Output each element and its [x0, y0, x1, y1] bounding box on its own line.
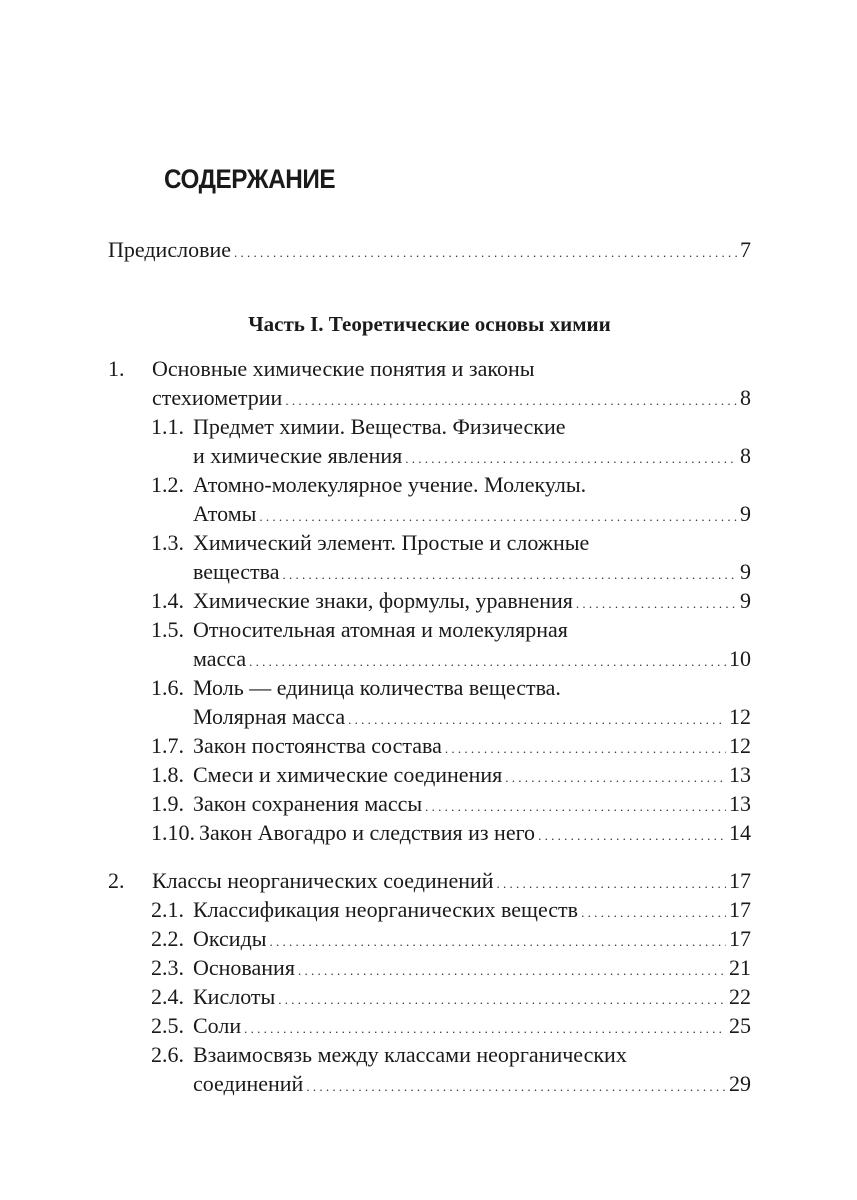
toc-entry-section-1-2[interactable] [151, 470, 751, 528]
entry-label-cont: масса [193, 646, 247, 671]
page-number: 8 [740, 443, 751, 468]
dot-leader [244, 1014, 726, 1043]
page-number: 9 [740, 501, 751, 526]
toc-entry-section-1-8[interactable] [151, 760, 751, 789]
toc-entry-section-1-5[interactable] [151, 615, 751, 673]
dot-leader [581, 898, 726, 927]
entry-label-cont: и химические явления [193, 443, 403, 468]
page-number: 13 [729, 762, 751, 787]
entry-label: Закон сохранения массы [193, 791, 423, 816]
section-number: 1.9. [151, 791, 184, 816]
entry-label-cont: Атомы [193, 501, 257, 526]
page-number: 17 [729, 926, 751, 951]
toc-entry-preface[interactable] [108, 235, 751, 264]
page-number: 17 [729, 897, 751, 922]
dot-leader [445, 734, 726, 763]
section-number: 2.5. [151, 1013, 184, 1038]
entry-label: Соли [193, 1013, 242, 1038]
entry-label: Классификация неорганических веществ [193, 897, 579, 922]
dot-leader [298, 956, 726, 985]
toc-entry-section-2-5[interactable] [151, 1011, 751, 1040]
part-heading: Часть I. Теоретические основы химии [248, 312, 611, 336]
section-number: 1.4. [151, 588, 184, 613]
dot-leader [425, 792, 726, 821]
entry-label: Оксиды [193, 926, 267, 951]
chapter-number: 2. [108, 868, 125, 893]
page-number: 25 [729, 1013, 751, 1038]
entry-label: Предмет химии. Вещества. Физические [193, 414, 566, 439]
toc-entry-section-1-4[interactable] [151, 586, 751, 615]
toc-title: СОДЕРЖАНИЕ [164, 164, 336, 194]
dot-leader [576, 589, 737, 618]
entry-label-cont: стехиометрии [152, 385, 283, 410]
page-number: 12 [729, 733, 751, 758]
section-number: 1.10. [151, 820, 195, 845]
entry-label: Атомно-молекулярное учение. Молекулы. [193, 472, 587, 497]
entry-label: Кислоты [193, 984, 276, 1009]
entry-label-cont: Молярная масса [193, 704, 346, 729]
section-number: 1.8. [151, 762, 184, 787]
page-number: 12 [729, 704, 751, 729]
dot-leader [538, 821, 726, 850]
entry-label: Взаимосвязь между классами неорганических [193, 1042, 627, 1067]
page-number: 17 [729, 868, 751, 893]
section-number: 1.3. [151, 530, 184, 555]
page-number: 14 [729, 820, 751, 845]
dot-leader [278, 985, 726, 1014]
toc-entry-section-1-3[interactable] [151, 528, 751, 586]
entry-label: Относительная атомная и молекулярная [193, 617, 568, 642]
dot-leader [283, 560, 737, 589]
entry-label: Смеси и химические соединения [193, 762, 503, 787]
entry-label: Классы неорганических соединений [152, 868, 494, 893]
entry-label: Основные химические понятия и законы [152, 356, 535, 381]
page-number: 9 [740, 559, 751, 584]
entry-label: Предисловие [108, 237, 231, 262]
dot-leader [285, 386, 737, 415]
page-number: 13 [729, 791, 751, 816]
toc-entry-section-2-3[interactable] [151, 953, 751, 982]
toc-entry-section-2-2[interactable] [151, 924, 751, 953]
dot-leader [234, 238, 737, 267]
section-number: 1.1. [151, 414, 184, 439]
dot-leader [259, 502, 737, 531]
page-number: 7 [740, 237, 751, 262]
entry-label: Химические знаки, формулы, уравнения [193, 588, 573, 613]
toc-entry-section-2-1[interactable] [151, 895, 751, 924]
chapter-number: 1. [108, 356, 125, 381]
dot-leader [306, 1072, 726, 1101]
page-number: 22 [729, 984, 751, 1009]
toc-entry-section-2-4[interactable] [151, 982, 751, 1011]
dot-leader [505, 763, 726, 792]
toc-entry-chapter-2[interactable] [108, 866, 751, 895]
entry-label: Основания [193, 955, 295, 980]
toc-entry-section-1-6[interactable] [151, 673, 751, 731]
entry-label-cont: соединений [193, 1071, 304, 1096]
toc-entry-section-1-10[interactable] [151, 818, 751, 847]
section-number: 2.1. [151, 897, 184, 922]
page-number: 29 [729, 1071, 751, 1096]
section-number: 2.4. [151, 984, 184, 1009]
entry-label: Химический элемент. Простые и сложные [193, 530, 590, 555]
page-number: 9 [740, 588, 751, 613]
page-number: 8 [740, 385, 751, 410]
dot-leader [405, 444, 737, 473]
entry-label: Моль — единица количества вещества. [193, 675, 561, 700]
section-number: 2.3. [151, 955, 184, 980]
section-number: 2.2. [151, 926, 184, 951]
entry-label-cont: вещества [193, 559, 280, 584]
section-number: 1.2. [151, 472, 184, 497]
dot-leader [249, 647, 726, 676]
page-number: 21 [729, 955, 751, 980]
section-number: 1.7. [151, 733, 184, 758]
entry-label: Закон Авогадро и следствия из него [199, 820, 536, 845]
page-number: 10 [729, 646, 751, 671]
dot-leader [497, 869, 726, 898]
toc-entry-chapter-1[interactable] [108, 354, 751, 412]
toc-entry-section-1-1[interactable] [151, 412, 751, 470]
toc-entry-section-2-6[interactable] [151, 1040, 751, 1098]
entry-label: Закон постоянства состава [193, 733, 442, 758]
section-number: 1.6. [151, 675, 184, 700]
dot-leader [270, 927, 726, 956]
toc-entry-section-1-7[interactable] [151, 731, 751, 760]
toc-entry-section-1-9[interactable] [151, 789, 751, 818]
section-number: 2.6. [151, 1042, 184, 1067]
dot-leader [348, 705, 726, 734]
section-number: 1.5. [151, 617, 184, 642]
